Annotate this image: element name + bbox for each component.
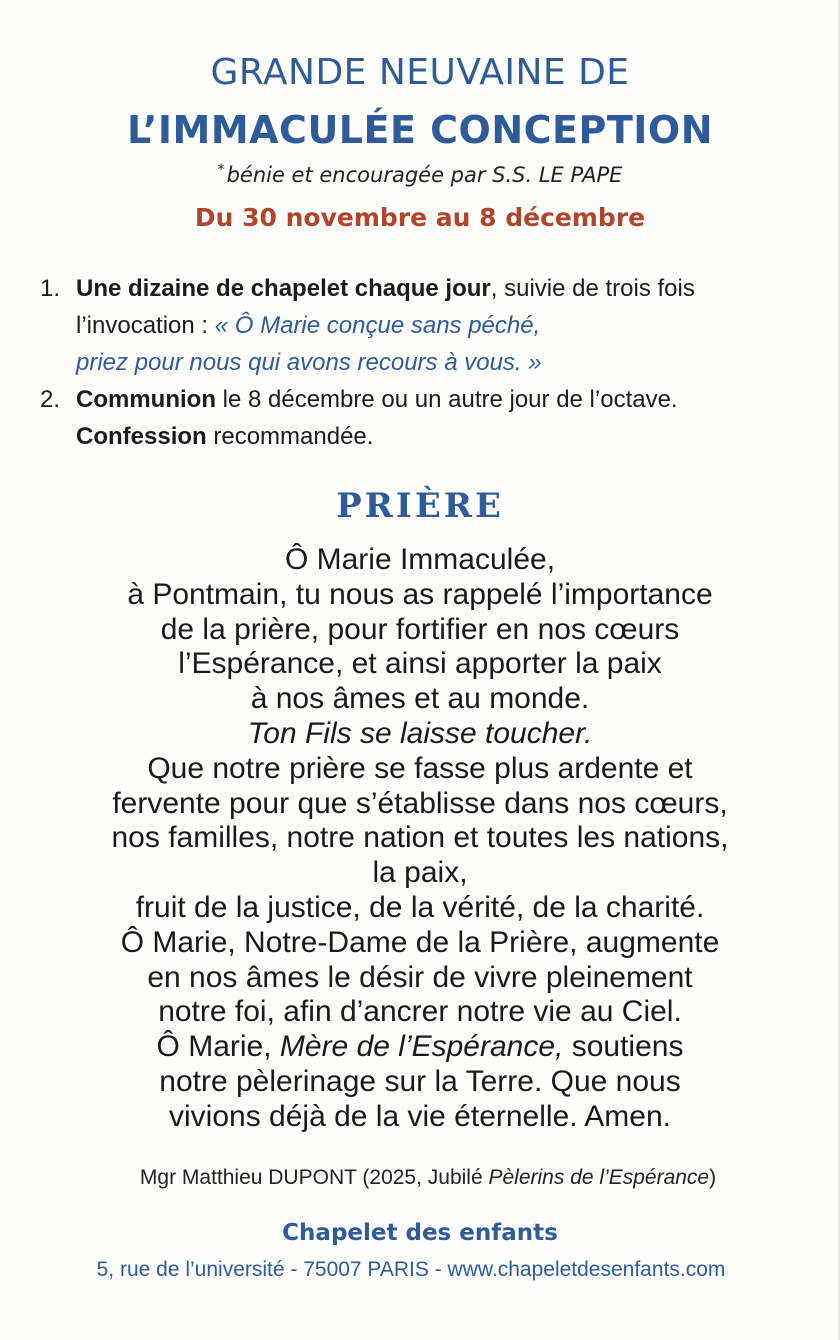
prayer-signature (0, 1166, 840, 1190)
prayer-line: Que notre prière se fasse plus ardente et (147, 751, 693, 785)
title-line-2: L’IMMACULÉE CONCEPTION (126, 108, 714, 152)
prayer-line: en nos âmes le désir de vivre pleinement (147, 960, 693, 994)
asterisk-mark: * (217, 162, 225, 178)
signature-italic: Pèlerins de l’Espérance (488, 1166, 710, 1189)
prayer-line: notre foi, afin d’ancrer notre vie au Ciel. (158, 995, 682, 1029)
prayer-line: Ô Marie Immaculée, (284, 543, 556, 576)
prayer-line-italic: Ton Fils se laisse toucher. (247, 716, 593, 750)
prayer-line: fervente pour que s’établisse dans nos cœurs, (112, 786, 728, 820)
item-bold-text: Une dizaine de chapelet chaque jour (76, 275, 491, 302)
list-item (40, 381, 820, 455)
subtitle-text: bénie et encouragée par S.S. LE PAPE (226, 163, 623, 187)
invocation-quote-line-2: priez pour nous qui avons recours à vous. » (76, 349, 542, 376)
novena-dates: Du 30 novembre au 8 décembre (194, 203, 646, 232)
instructions-list (40, 270, 820, 455)
prayer-line: à nos âmes et au monde. (250, 682, 590, 716)
prayer-line: l’Espérance, et ainsi apporter la paix (178, 647, 662, 681)
item-bold-text-2: Confession (76, 423, 207, 450)
invocation-quote-line-1: « Ô Marie conçue sans péché, (214, 312, 541, 339)
item-text: , suivie de trois fois l’invocation : (76, 275, 695, 339)
item-number: 2. (40, 386, 61, 413)
prayer-line: à Pontmain, tu nous as rappelé l’importance (127, 577, 713, 611)
list-item (40, 270, 820, 381)
item-bold-text: Communion (76, 386, 216, 413)
prayer-line: de la prière, pour fortifier en nos cœurs (160, 612, 680, 646)
signature-end: ) (709, 1166, 717, 1189)
prayer-line: nos familles, notre nation et toutes les nations, (111, 821, 729, 855)
prayer-fragment-italic: Mère de l’Espérance, (279, 1030, 564, 1064)
publisher-address: 5, rue de l’université - 75007 PARIS - www.chapeletdesenfants.com (96, 1258, 726, 1281)
prayer-fragment: soutiens (563, 1030, 684, 1064)
prayer-heading: PRIÈRE (336, 486, 504, 526)
publisher-name: Chapelet des enfants (282, 1220, 558, 1246)
item-text-2: recommandée. (206, 423, 374, 450)
signature-text: Mgr Matthieu DUPONT (2025, Jubilé (139, 1166, 489, 1189)
prayer-line: notre pèlerinage sur la Terre. Que nous (159, 1064, 681, 1098)
prayer-line: vivions déjà de la vie éternelle. Amen. (169, 1099, 671, 1133)
prayer-fragment: Ô Marie, (156, 1030, 280, 1064)
prayer-line: la paix, (372, 856, 468, 890)
subtitle (0, 162, 840, 187)
prayer-line-mixed (0, 1030, 840, 1065)
item-number: 1. (40, 275, 61, 302)
prayer-text (0, 543, 840, 1135)
prayer-line: fruit de la justice, de la vérité, de la charité. (135, 890, 705, 924)
item-text: le 8 décembre ou un autre jour de l’octave. (215, 386, 678, 413)
title-line-1: GRANDE NEUVAINE DE (210, 52, 630, 93)
prayer-line: Ô Marie, Notre-Dame de la Prière, augmente (120, 925, 720, 959)
